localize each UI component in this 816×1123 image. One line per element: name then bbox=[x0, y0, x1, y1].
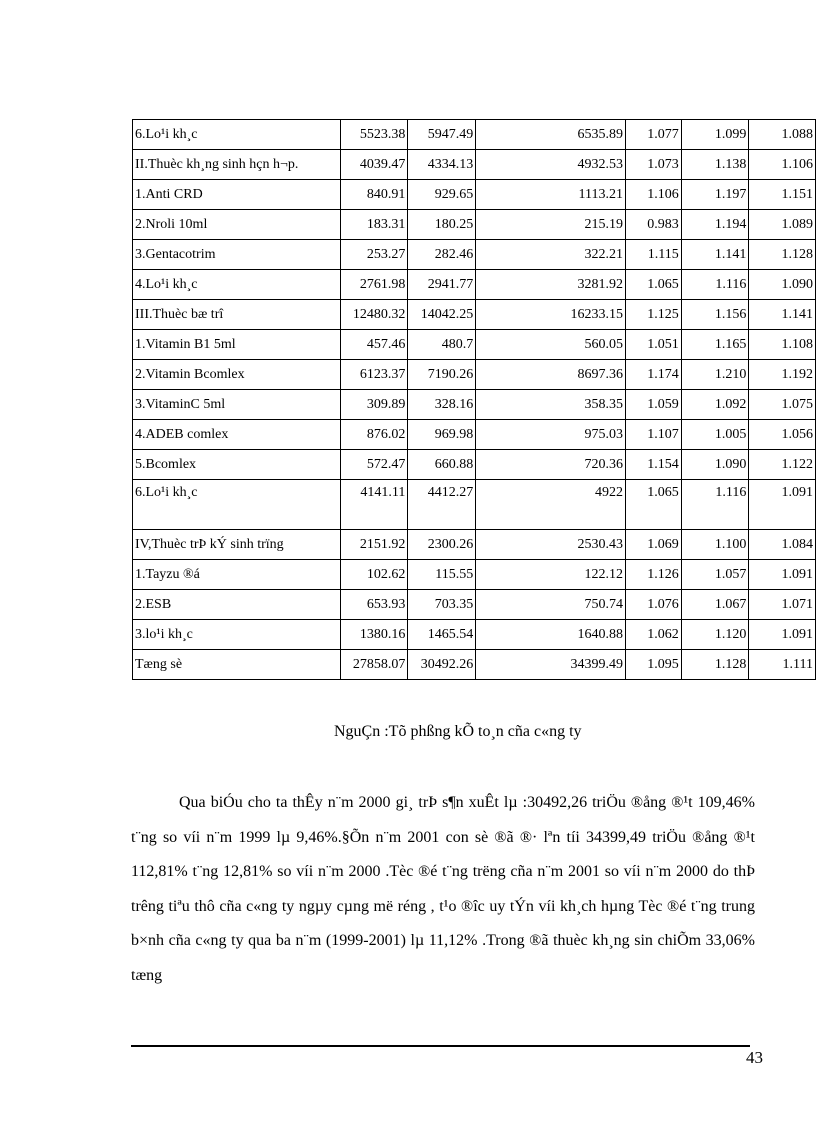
value-cell: 1.069 bbox=[626, 530, 682, 560]
value-cell: 1.005 bbox=[681, 420, 749, 450]
value-cell: 3281.92 bbox=[476, 270, 626, 300]
value-cell: 1.099 bbox=[681, 120, 749, 150]
item-name-cell: 2.ESB bbox=[133, 590, 341, 620]
paragraph-text: Qua biÓu cho ta thÊy n¨m 2000 gi¸ trÞ s¶n xuÊt lµ :30492,26 triÖu ®ång ®¹t 109,46% t¨ng so víi n¨m 1999 lµ 9,46%.§Õn n¨m 2001 con sè ®ã ®· lªn tíi 34399,49 triÖu ®ång ®¹t 112,81% t¨ng 12,81% so víi n¨m 2000 .Tèc ®é t¨ng trëng cña n¨m 2001 so víi n¨m 2000 do thÞ trêng tiªu thô cña c«ng ty ngµy cµng më réng , t¹o ®îc uy tÝn víi kh¸ch hµng Tèc ®é t¨ng trung b×nh cña c«ng ty qua ba n¨m (1999-2001) lµ 11,12% .Trong ®ã thuèc kh¸ng sin chiÕm 33,06% tæng bbox=[131, 794, 755, 984]
value-cell: 30492.26 bbox=[408, 650, 476, 680]
value-cell: 1.051 bbox=[626, 330, 682, 360]
value-cell: 1.059 bbox=[626, 390, 682, 420]
value-cell: 1.210 bbox=[681, 360, 749, 390]
value-cell: 328.16 bbox=[408, 390, 476, 420]
value-cell: 1.120 bbox=[681, 620, 749, 650]
value-cell: 4039.47 bbox=[341, 150, 408, 180]
table-row bbox=[133, 300, 816, 330]
value-cell: 1.141 bbox=[681, 240, 749, 270]
value-cell: 1.067 bbox=[681, 590, 749, 620]
item-name-cell: 3.Gentacotrim bbox=[133, 240, 341, 270]
value-cell: 653.93 bbox=[341, 590, 408, 620]
value-cell: 1.091 bbox=[749, 560, 816, 590]
value-cell: 2941.77 bbox=[408, 270, 476, 300]
value-cell: 1.106 bbox=[626, 180, 682, 210]
value-cell: 1.116 bbox=[681, 270, 749, 300]
table-row bbox=[133, 620, 816, 650]
value-cell: 1.076 bbox=[626, 590, 682, 620]
value-cell: 4334.13 bbox=[408, 150, 476, 180]
value-cell: 6535.89 bbox=[476, 120, 626, 150]
item-name-cell: Tæng sè bbox=[133, 650, 341, 680]
value-cell: 1.065 bbox=[626, 270, 682, 300]
value-cell: 720.36 bbox=[476, 450, 626, 480]
value-cell: 27858.07 bbox=[341, 650, 408, 680]
production-value-table bbox=[132, 119, 816, 680]
item-name-cell: IV,Thuèc trÞ kÝ sinh trïng bbox=[133, 530, 341, 560]
value-cell: 5947.49 bbox=[408, 120, 476, 150]
value-cell: 1.073 bbox=[626, 150, 682, 180]
value-cell: 876.02 bbox=[341, 420, 408, 450]
value-cell: 1.194 bbox=[681, 210, 749, 240]
value-cell: 1.056 bbox=[749, 420, 816, 450]
value-cell: 1.165 bbox=[681, 330, 749, 360]
value-cell: 457.46 bbox=[341, 330, 408, 360]
value-cell: 1.116 bbox=[681, 480, 749, 530]
value-cell: 122.12 bbox=[476, 560, 626, 590]
value-cell: 1.141 bbox=[749, 300, 816, 330]
value-cell: 1465.54 bbox=[408, 620, 476, 650]
value-cell: 1.089 bbox=[749, 210, 816, 240]
table-row bbox=[133, 210, 816, 240]
item-name-cell: 1.Vitamin B1 5ml bbox=[133, 330, 341, 360]
item-name-cell: 4.Lo¹i kh¸c bbox=[133, 270, 341, 300]
value-cell: 1.128 bbox=[681, 650, 749, 680]
source-note: NguÇn :Tõ phßng kÕ to¸n cña c«ng ty bbox=[334, 723, 582, 740]
table-row bbox=[133, 390, 816, 420]
value-cell: 1.151 bbox=[749, 180, 816, 210]
value-cell: 660.88 bbox=[408, 450, 476, 480]
item-name-cell: 5.Bcomlex bbox=[133, 450, 341, 480]
item-name-cell: 2.Nroli 10ml bbox=[133, 210, 341, 240]
value-cell: 102.62 bbox=[341, 560, 408, 590]
table-row bbox=[133, 120, 816, 150]
item-name-cell: 6.Lo¹i kh¸c bbox=[133, 480, 341, 530]
item-name-cell: 6.Lo¹i kh¸c bbox=[133, 120, 341, 150]
value-cell: 1.090 bbox=[749, 270, 816, 300]
value-cell: 1.128 bbox=[749, 240, 816, 270]
table-row bbox=[133, 450, 816, 480]
body-paragraph bbox=[131, 786, 755, 994]
value-cell: 1.115 bbox=[626, 240, 682, 270]
value-cell: 4412.27 bbox=[408, 480, 476, 530]
value-cell: 282.46 bbox=[408, 240, 476, 270]
value-cell: 14042.25 bbox=[408, 300, 476, 330]
table-row bbox=[133, 150, 816, 180]
table-row bbox=[133, 480, 816, 530]
value-cell: 1640.88 bbox=[476, 620, 626, 650]
value-cell: 1.154 bbox=[626, 450, 682, 480]
value-cell: 1380.16 bbox=[341, 620, 408, 650]
value-cell: 180.25 bbox=[408, 210, 476, 240]
value-cell: 1.156 bbox=[681, 300, 749, 330]
value-cell: 1.174 bbox=[626, 360, 682, 390]
value-cell: 1113.21 bbox=[476, 180, 626, 210]
value-cell: 1.084 bbox=[749, 530, 816, 560]
value-cell: 1.106 bbox=[749, 150, 816, 180]
value-cell: 1.138 bbox=[681, 150, 749, 180]
table-row bbox=[133, 180, 816, 210]
value-cell: 4141.11 bbox=[341, 480, 408, 530]
table-row bbox=[133, 270, 816, 300]
value-cell: 750.74 bbox=[476, 590, 626, 620]
value-cell: 309.89 bbox=[341, 390, 408, 420]
item-name-cell: 1.Anti CRD bbox=[133, 180, 341, 210]
value-cell: 1.197 bbox=[681, 180, 749, 210]
value-cell: 572.47 bbox=[341, 450, 408, 480]
table-body bbox=[133, 120, 816, 680]
table-row bbox=[133, 560, 816, 590]
value-cell: 2151.92 bbox=[341, 530, 408, 560]
value-cell: 703.35 bbox=[408, 590, 476, 620]
value-cell: 253.27 bbox=[341, 240, 408, 270]
footer-rule bbox=[131, 1045, 750, 1047]
value-cell: 1.057 bbox=[681, 560, 749, 590]
value-cell: 1.125 bbox=[626, 300, 682, 330]
value-cell: 1.111 bbox=[749, 650, 816, 680]
table-row bbox=[133, 530, 816, 560]
value-cell: 1.192 bbox=[749, 360, 816, 390]
item-name-cell: 2.Vitamin Bcomlex bbox=[133, 360, 341, 390]
value-cell: 1.108 bbox=[749, 330, 816, 360]
value-cell: 975.03 bbox=[476, 420, 626, 450]
page-number: 43 bbox=[746, 1048, 763, 1067]
value-cell: 4932.53 bbox=[476, 150, 626, 180]
value-cell: 2300.26 bbox=[408, 530, 476, 560]
value-cell: 1.091 bbox=[749, 480, 816, 530]
value-cell: 840.91 bbox=[341, 180, 408, 210]
table-row bbox=[133, 240, 816, 270]
value-cell: 1.095 bbox=[626, 650, 682, 680]
value-cell: 215.19 bbox=[476, 210, 626, 240]
value-cell: 1.126 bbox=[626, 560, 682, 590]
value-cell: 6123.37 bbox=[341, 360, 408, 390]
item-name-cell: II.Thuèc kh¸ng sinh hçn h¬p. bbox=[133, 150, 341, 180]
value-cell: 1.075 bbox=[749, 390, 816, 420]
value-cell: 1.088 bbox=[749, 120, 816, 150]
table-row bbox=[133, 420, 816, 450]
value-cell: 7190.26 bbox=[408, 360, 476, 390]
value-cell: 969.98 bbox=[408, 420, 476, 450]
value-cell: 2530.43 bbox=[476, 530, 626, 560]
value-cell: 1.107 bbox=[626, 420, 682, 450]
value-cell: 115.55 bbox=[408, 560, 476, 590]
value-cell: 1.092 bbox=[681, 390, 749, 420]
table-row bbox=[133, 590, 816, 620]
value-cell: 183.31 bbox=[341, 210, 408, 240]
value-cell: 8697.36 bbox=[476, 360, 626, 390]
value-cell: 1.077 bbox=[626, 120, 682, 150]
value-cell: 0.983 bbox=[626, 210, 682, 240]
value-cell: 929.65 bbox=[408, 180, 476, 210]
table-row bbox=[133, 650, 816, 680]
value-cell: 16233.15 bbox=[476, 300, 626, 330]
value-cell: 1.091 bbox=[749, 620, 816, 650]
value-cell: 1.071 bbox=[749, 590, 816, 620]
item-name-cell: 1.Tayzu ®á bbox=[133, 560, 341, 590]
item-name-cell: 3.lo¹i kh¸c bbox=[133, 620, 341, 650]
value-cell: 560.05 bbox=[476, 330, 626, 360]
value-cell: 1.100 bbox=[681, 530, 749, 560]
table-row bbox=[133, 360, 816, 390]
value-cell: 12480.32 bbox=[341, 300, 408, 330]
value-cell: 322.21 bbox=[476, 240, 626, 270]
item-name-cell: 4.ADEB comlex bbox=[133, 420, 341, 450]
value-cell: 1.065 bbox=[626, 480, 682, 530]
value-cell: 2761.98 bbox=[341, 270, 408, 300]
item-name-cell: 3.VitaminC 5ml bbox=[133, 390, 341, 420]
value-cell: 34399.49 bbox=[476, 650, 626, 680]
value-cell: 1.062 bbox=[626, 620, 682, 650]
item-name-cell: III.Thuèc bæ trî bbox=[133, 300, 341, 330]
table-row bbox=[133, 330, 816, 360]
value-cell: 5523.38 bbox=[341, 120, 408, 150]
value-cell: 480.7 bbox=[408, 330, 476, 360]
value-cell: 358.35 bbox=[476, 390, 626, 420]
value-cell: 1.090 bbox=[681, 450, 749, 480]
value-cell: 1.122 bbox=[749, 450, 816, 480]
value-cell: 4922 bbox=[476, 480, 626, 530]
